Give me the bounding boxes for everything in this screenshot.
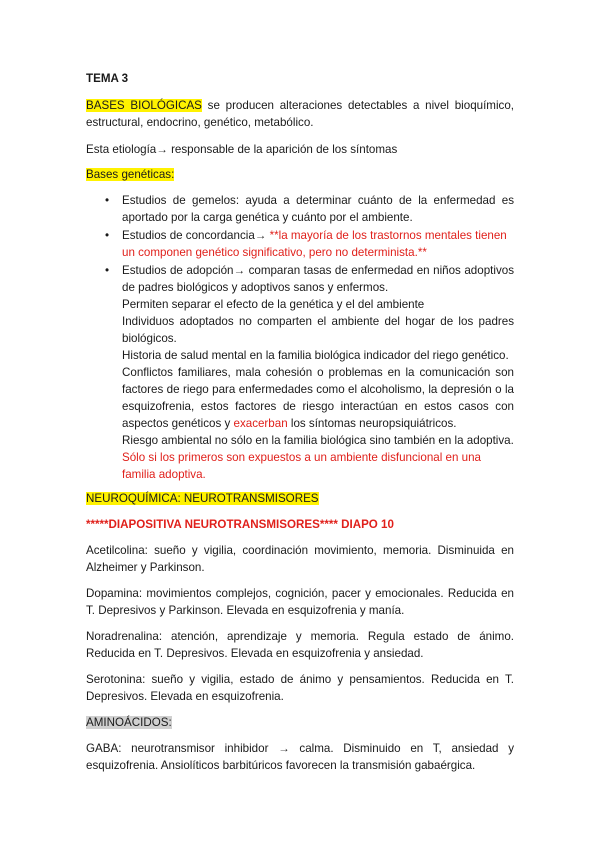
aminoacidos-heading: AMINOÁCIDOS: bbox=[86, 716, 172, 729]
gaba-paragraph: GABA: neurotransmisor inhibidor → calma. Disminuido en T, ansiedad y esquizofrenia. Ansiolíticos barbitúricos favorecen la transmisión gabaérgica. bbox=[86, 742, 514, 772]
bases-biologicas-highlight: BASES BIOLÓGICAS bbox=[86, 99, 202, 112]
concordancia-note: **la mayoría de los trastornos mentales tienen un componen genético significativo, pero no determinista.** bbox=[122, 229, 507, 259]
adopcion-line: Permiten separar el efecto de la genética y el del ambiente bbox=[122, 298, 425, 311]
bullet-icon: • bbox=[105, 194, 110, 207]
adopcion-line: Individuos adoptados no comparten el ambiente del hogar de los padres biológicos. bbox=[122, 315, 514, 345]
diapositiva-note: *****DIAPOSITIVA NEUROTRANSMISORES**** DIAPO 10 bbox=[86, 518, 394, 531]
etiologia-line: Esta etiología→ responsable de la aparición de los síntomas bbox=[86, 143, 398, 156]
serotonina-paragraph: Serotonina: sueño y vigilia, estado de ánimo y pensamientos. Reducida en T. Depresivos. Elevada en esquizofrenia. bbox=[86, 673, 514, 703]
noradrenalina-paragraph: Noradrenalina: atención, aprendizaje y memoria. Regula estado de ánimo. Reducida en T. Depresivos. Elevada en esquizofrenia y ansiedad. bbox=[86, 630, 514, 660]
bullet-icon: • bbox=[105, 264, 110, 277]
intro-paragraph bbox=[86, 97, 514, 131]
document-title: TEMA 3 bbox=[86, 72, 129, 85]
bases-geneticas-heading: Bases genéticas: bbox=[86, 168, 175, 181]
adopcion-line: Historia de salud mental en la familia biológica indicador del riego genético. bbox=[122, 349, 509, 362]
exacerban-word: exacerban bbox=[233, 417, 288, 430]
neuroquimica-heading: NEUROQUÍMICA: NEUROTRANSMISORES bbox=[86, 492, 319, 505]
bases-geneticas-list bbox=[86, 192, 514, 296]
document-page bbox=[86, 70, 514, 774]
list-item-concordancia: • Estudios de concordancia→ **la mayoría de los trastornos mentales tienen un componen genético significativo, pero no determinista.** bbox=[105, 229, 507, 259]
list-item-gemelos: • Estudios de gemelos: ayuda a determinar cuánto de la enfermedad es aportado por la carga genética y cuánto por el ambiente. bbox=[105, 194, 514, 224]
adopcion-details bbox=[86, 296, 514, 483]
solo-si-line: Sólo si los primeros son expuestos a un ambiente disfuncional en una familia adoptiva. bbox=[122, 451, 481, 481]
list-item-adopcion: • Estudios de adopción→ comparan tasas de enfermedad en niños adoptivos de padres biológicos y adoptivos sanos y enfermos. bbox=[105, 264, 514, 294]
intro-text: se producen alteraciones detectables a nivel bioquímico, estructural, endocrino, genético, metabólico. bbox=[86, 99, 515, 129]
bullet-icon: • bbox=[105, 229, 110, 242]
riesgo-ambiental-line: Riesgo ambiental no sólo en la familia biológica sino también en la adoptiva. bbox=[122, 434, 514, 447]
dopamina-paragraph: Dopamina: movimientos complejos, cognición, pacer y emocionales. Reducida en T. Depresivos y Parkinson. Elevada en esquizofrenia y manía. bbox=[86, 587, 514, 617]
acetilcolina-paragraph: Acetilcolina: sueño y vigilia, coordinación movimiento, memoria. Disminuida en Alzheimer y Parkinson. bbox=[86, 544, 514, 574]
conflictos-paragraph: Conflictos familiares, mala cohesión o problemas en la comunicación son factores de riego para enfermedades como el alcoholismo, la depresión o la esquizofrenia, estos factores de riesgo interactúan en estos casos con aspectos genéticos y exacerban los síntomas neuropsiquiátricos. bbox=[122, 366, 514, 430]
